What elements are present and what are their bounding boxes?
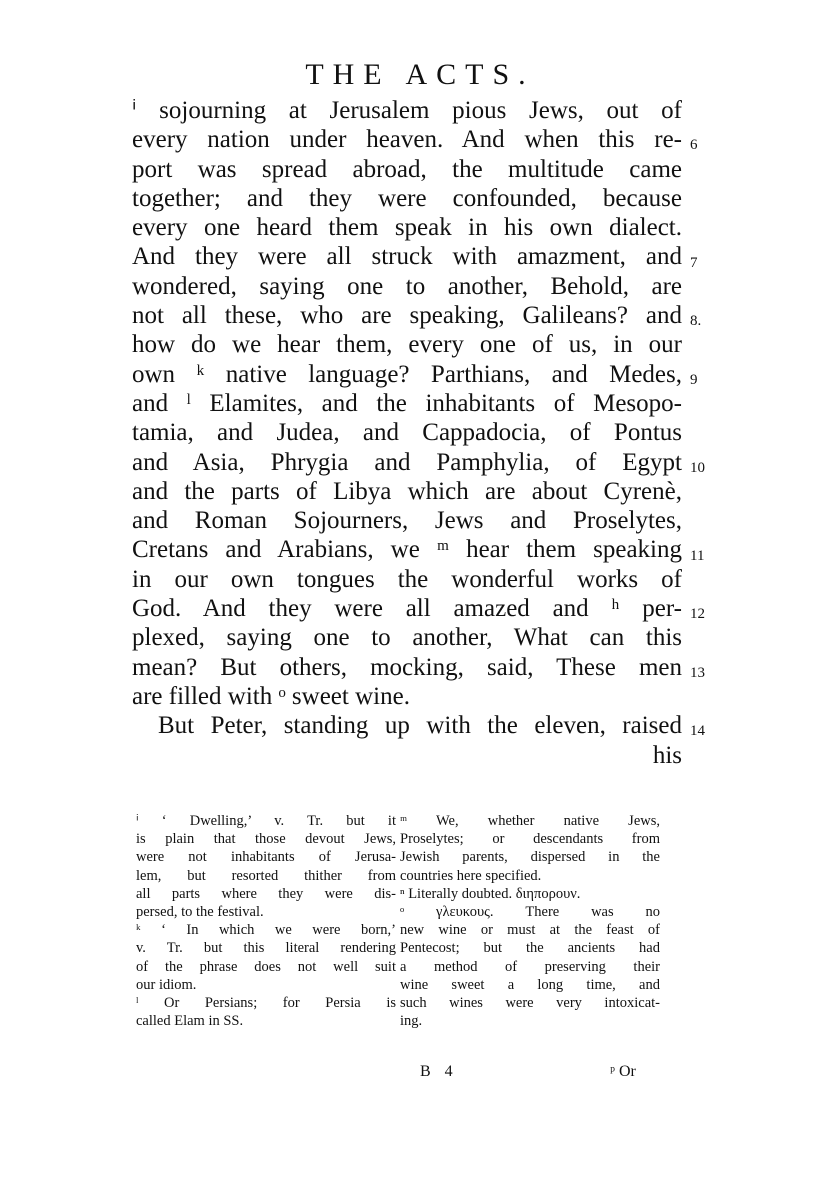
body-line: wondered, saying one to another, Behold, are xyxy=(132,272,682,300)
footnote-line: a method of preserving their xyxy=(400,958,660,975)
body-line: And they were all struck with amazment, and xyxy=(132,243,682,271)
footnote-line: ᵒ γλευκους. There was no xyxy=(400,903,660,920)
footnote-line: were not inhabitants of Jerusa- xyxy=(136,849,396,866)
footnote-line: Pentecost; but the ancients had xyxy=(400,940,660,957)
body-line: and the parts of Libya which are about Cyrenè, xyxy=(132,477,682,505)
verse-number: 8. xyxy=(690,313,702,330)
body-line: every one heard them speak in his own dialect. xyxy=(132,214,682,242)
footnote-line: countries here specified. xyxy=(400,867,542,884)
body-line: his xyxy=(652,741,682,769)
footnote-line: all parts where they were dis- xyxy=(136,885,396,902)
running-head: THE ACTS. xyxy=(305,58,535,91)
footnote-line: v. Tr. but this literal rendering xyxy=(136,940,396,957)
footnote-line: ing. xyxy=(400,1013,423,1030)
footnote-line: such wines were very intoxicat- xyxy=(400,994,660,1011)
verse-number: 10 xyxy=(690,459,705,476)
body-line: together; and they were confounded, because xyxy=(132,184,682,212)
body-line: But Peter, standing up with the eleven, raised xyxy=(158,712,682,740)
footnote-line: Proselytes; or descendants from xyxy=(400,831,660,848)
verse-number: 14 xyxy=(690,723,705,740)
footnote-line: ˡ Or Persians; for Persia is xyxy=(136,994,396,1011)
footnote-line: ⁱ ‘ Dwelling,’ v. Tr. but it xyxy=(136,813,396,829)
footnote-line: ᵐ We, whether native Jews, xyxy=(400,813,660,829)
footnotes-right-column xyxy=(400,812,660,1030)
body-line: are filled with ᵒ sweet wine. xyxy=(132,682,410,710)
footnote-line: ⁿ Literally doubted. διηπορουν. xyxy=(400,885,581,902)
verse-number: 9 xyxy=(690,371,698,388)
verse-number: 6 xyxy=(690,137,698,154)
body-line: own ᵏ native language? Parthians, and Medes, xyxy=(132,360,682,388)
body-line: every nation under heaven. And when this re- xyxy=(132,126,682,154)
verse-number: 7 xyxy=(690,254,698,271)
footnote-line: called Elam in SS. xyxy=(136,1013,244,1030)
body-line: not all these, who are speaking, Galileans? and xyxy=(132,302,682,330)
body-line: and Asia, Phrygia and Pamphylia, of Egypt xyxy=(132,448,682,476)
footnote-line: lem, but resorted thither from xyxy=(136,867,396,884)
body-line: tamia, and Judea, and Cappadocia, of Pontus xyxy=(132,419,682,447)
footnote-line: Jewish parents, dispersed in the xyxy=(400,849,660,866)
body-line: and Roman Sojourners, Jews and Proselytes, xyxy=(132,507,682,535)
body-line: and ˡ Elamites, and the inhabitants of Mesopo- xyxy=(132,389,682,417)
body-line: mean? But others, mocking, said, These men xyxy=(132,653,682,681)
body-line: how do we hear them, every one of us, in our xyxy=(132,331,682,359)
verse-number: 11 xyxy=(690,547,705,564)
footnote-line: is plain that those devout Jews, xyxy=(136,831,396,848)
verse-number: 12 xyxy=(690,606,705,623)
body-line: port was spread abroad, the multitude came xyxy=(132,155,682,183)
body-line: Cretans and Arabians, we ᵐ hear them speaking xyxy=(132,536,682,564)
signature-mark: B 4 xyxy=(420,1063,458,1080)
footnote-line: new wine or must at the feast of xyxy=(400,922,660,939)
footnote-line: of the phrase does not well suit xyxy=(136,958,396,975)
body-line: God. And they were all amazed and ʰ per- xyxy=(132,595,682,623)
footnote-line: wine sweet a long time, and xyxy=(400,976,660,993)
body-line: plexed, saying one to another, What can this xyxy=(132,624,682,652)
body-line: in our own tongues the wonderful works of xyxy=(132,565,682,593)
catchword: ᵖ Or xyxy=(610,1063,636,1080)
footnote-line: our idiom. xyxy=(136,976,197,993)
verse-number: 13 xyxy=(690,664,705,681)
body-text xyxy=(132,96,682,770)
body-line: ⁱ sojourning at Jerusalem pious Jews, out of xyxy=(132,97,682,124)
footnotes-left-column xyxy=(136,812,396,1030)
footnote-line: ᵏ ‘ In which we were born,’ xyxy=(136,922,396,939)
footnote-line: persed, to the festival. xyxy=(136,903,264,920)
